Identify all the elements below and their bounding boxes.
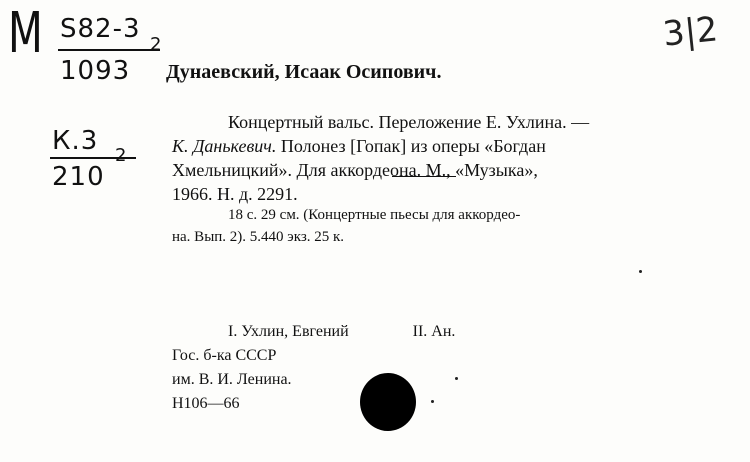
notes-line-1: 18 с. 29 см. (Концертные пьесы для аккордео- [228, 207, 521, 223]
description-line-4: 1966. Н. д. 2291. [172, 184, 298, 204]
handwritten-divider-top [58, 49, 160, 51]
corner-mark: 3|2 [661, 9, 720, 55]
tracing-row [172, 320, 572, 344]
main-description [172, 110, 720, 206]
card-code: Н106—66 [172, 395, 240, 412]
tracing-2: II. Ан. [412, 323, 456, 340]
description-line-2-rest: Полонез [Гопак] из оперы «Богдан [276, 136, 546, 156]
description-line-3: Хмельницкий». Для аккордеона. М., «Музыка», [172, 160, 538, 180]
handwritten-small-two-b: 2 [115, 145, 128, 166]
speck-b [455, 377, 458, 380]
handwritten-m: М [8, 1, 44, 66]
handwritten-small-two-a: 2 [150, 34, 163, 55]
ink-blot [360, 373, 416, 431]
handwritten-code-bottom: 1093 [60, 56, 131, 86]
accordion-underline [392, 176, 456, 177]
library-line-1: Гос. б-ка СССР [172, 347, 277, 364]
composer-name: К. Данькевич. [172, 136, 277, 156]
handwritten-k-code: К.3 [52, 126, 99, 156]
description-line-2 [172, 134, 720, 158]
speck-c [431, 400, 434, 403]
speck-a [639, 270, 642, 273]
notes-block [172, 204, 727, 248]
handwritten-k-bottom: 210 [52, 162, 105, 192]
notes-line-2: на. Вып. 2). 5.440 экз. 25 к. [172, 229, 345, 245]
author-heading: Дунаевский, Исаак Осипович. [166, 61, 442, 83]
library-line-2: им. В. И. Ленина. [172, 371, 292, 388]
description-line-1: Концертный вальс. Переложение Е. Ухлина. — [228, 112, 590, 132]
tracing-1: I. Ухлин, Евгений [228, 323, 349, 340]
handwritten-code-top: S82-3 [60, 14, 141, 44]
